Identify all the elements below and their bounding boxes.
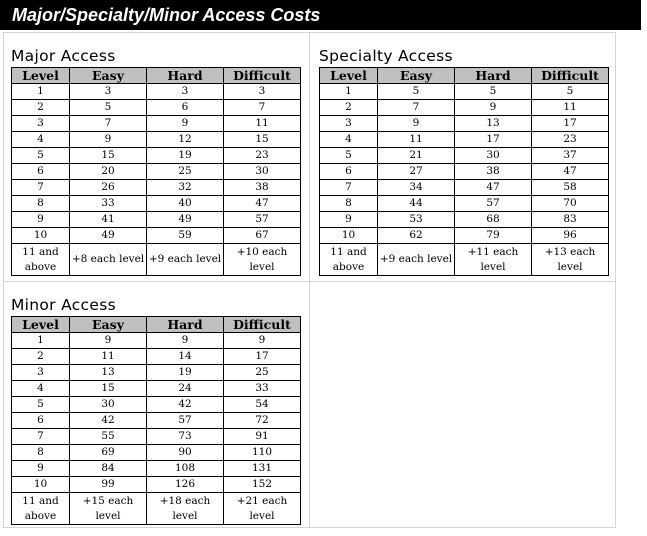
cell-hard: 19 bbox=[147, 365, 224, 381]
cell-hard: 25 bbox=[147, 164, 224, 180]
cell-easy: 30 bbox=[70, 397, 147, 413]
cell-difficult: 96 bbox=[532, 228, 609, 244]
cell-level: 7 bbox=[12, 180, 70, 196]
cell-level: 10 bbox=[12, 228, 70, 244]
cell-level: 5 bbox=[320, 148, 378, 164]
cell-difficult: 58 bbox=[532, 180, 609, 196]
header-row bbox=[320, 68, 609, 84]
cell-level: 11 and above bbox=[12, 244, 70, 276]
cell-level: 3 bbox=[320, 116, 378, 132]
cell-easy: 62 bbox=[378, 228, 455, 244]
cell-easy: 9 bbox=[378, 116, 455, 132]
page-title: Major/Specialty/Minor Access Costs bbox=[0, 0, 641, 30]
cell-hard: 42 bbox=[147, 397, 224, 413]
cell-difficult: 17 bbox=[532, 116, 609, 132]
cell-hard: +11 each level bbox=[455, 244, 532, 276]
cell-level: 3 bbox=[12, 116, 70, 132]
cell-hard: 32 bbox=[147, 180, 224, 196]
table-row bbox=[12, 100, 301, 116]
cell-level: 1 bbox=[320, 84, 378, 100]
table-row bbox=[320, 100, 609, 116]
table-row bbox=[12, 477, 301, 493]
major-access-section bbox=[11, 45, 301, 276]
cell-difficult: 47 bbox=[224, 196, 301, 212]
cell-difficult: 3 bbox=[224, 84, 301, 100]
cell-level: 6 bbox=[12, 164, 70, 180]
cell-easy: 99 bbox=[70, 477, 147, 493]
table-row bbox=[12, 116, 301, 132]
cell-level: 8 bbox=[12, 445, 70, 461]
cell-hard: 13 bbox=[455, 116, 532, 132]
column-header-level: Level bbox=[12, 317, 70, 333]
column-header-hard: Hard bbox=[455, 68, 532, 84]
cell-hard: 57 bbox=[147, 413, 224, 429]
cell-easy: 5 bbox=[70, 100, 147, 116]
section-heading: Minor Access bbox=[11, 296, 116, 314]
cell-level: 6 bbox=[320, 164, 378, 180]
cell-easy: 42 bbox=[70, 413, 147, 429]
major-access-table bbox=[11, 67, 301, 276]
cell-hard: 30 bbox=[455, 148, 532, 164]
cell-hard: 14 bbox=[147, 349, 224, 365]
cell-easy: +15 each level bbox=[70, 493, 147, 525]
cell-hard: 38 bbox=[455, 164, 532, 180]
cell-hard: 17 bbox=[455, 132, 532, 148]
column-header-difficult: Difficult bbox=[532, 68, 609, 84]
table-row bbox=[320, 148, 609, 164]
cell-difficult: 30 bbox=[224, 164, 301, 180]
cell-hard: 6 bbox=[147, 100, 224, 116]
cell-difficult: 11 bbox=[532, 100, 609, 116]
table-row bbox=[320, 84, 609, 100]
cell-level: 2 bbox=[12, 100, 70, 116]
cell-hard: 73 bbox=[147, 429, 224, 445]
cell-difficult: 83 bbox=[532, 212, 609, 228]
cell-hard: 79 bbox=[455, 228, 532, 244]
column-header-level: Level bbox=[12, 68, 70, 84]
table-row bbox=[12, 333, 301, 349]
column-divider bbox=[309, 32, 310, 528]
cell-level: 4 bbox=[320, 132, 378, 148]
table-row bbox=[12, 196, 301, 212]
cell-easy: 7 bbox=[378, 100, 455, 116]
table-row bbox=[12, 84, 301, 100]
cell-difficult: 37 bbox=[532, 148, 609, 164]
column-header-hard: Hard bbox=[147, 317, 224, 333]
cell-difficult: 17 bbox=[224, 349, 301, 365]
cell-difficult: 38 bbox=[224, 180, 301, 196]
table-row bbox=[12, 381, 301, 397]
cell-level: 9 bbox=[12, 212, 70, 228]
cell-difficult: 33 bbox=[224, 381, 301, 397]
cell-difficult: 25 bbox=[224, 365, 301, 381]
cell-easy: 11 bbox=[70, 349, 147, 365]
cell-easy: 15 bbox=[70, 148, 147, 164]
table-row bbox=[320, 212, 609, 228]
cell-difficult: 5 bbox=[532, 84, 609, 100]
cell-level: 9 bbox=[12, 461, 70, 477]
cell-difficult: 47 bbox=[532, 164, 609, 180]
cell-difficult: 9 bbox=[224, 333, 301, 349]
cell-hard: 12 bbox=[147, 132, 224, 148]
cell-hard: 90 bbox=[147, 445, 224, 461]
cell-hard: 9 bbox=[147, 333, 224, 349]
cell-level: 5 bbox=[12, 148, 70, 164]
cell-easy: 9 bbox=[70, 132, 147, 148]
cell-easy: 13 bbox=[70, 365, 147, 381]
cell-level: 8 bbox=[12, 196, 70, 212]
cell-easy: 3 bbox=[70, 84, 147, 100]
cell-level: 1 bbox=[12, 333, 70, 349]
table-row bbox=[12, 365, 301, 381]
column-header-easy: Easy bbox=[70, 68, 147, 84]
table-row-above-10 bbox=[12, 493, 301, 525]
cell-hard: +18 each level bbox=[147, 493, 224, 525]
table-row bbox=[12, 429, 301, 445]
cell-hard: 9 bbox=[455, 100, 532, 116]
cell-level: 2 bbox=[320, 100, 378, 116]
column-header-difficult: Difficult bbox=[224, 68, 301, 84]
cell-easy: 9 bbox=[70, 333, 147, 349]
cell-easy: 15 bbox=[70, 381, 147, 397]
cell-level: 9 bbox=[320, 212, 378, 228]
cell-level: 3 bbox=[12, 365, 70, 381]
table-row bbox=[12, 164, 301, 180]
cell-easy: 84 bbox=[70, 461, 147, 477]
cell-hard: 24 bbox=[147, 381, 224, 397]
table-row bbox=[12, 397, 301, 413]
column-header-easy: Easy bbox=[378, 68, 455, 84]
cell-level: 6 bbox=[12, 413, 70, 429]
cell-difficult: 11 bbox=[224, 116, 301, 132]
table-row-above-10 bbox=[12, 244, 301, 276]
cell-hard: 108 bbox=[147, 461, 224, 477]
cell-difficult: +10 each level bbox=[224, 244, 301, 276]
minor-access-section bbox=[11, 294, 301, 525]
column-header-difficult: Difficult bbox=[224, 317, 301, 333]
cell-hard: 19 bbox=[147, 148, 224, 164]
header-row bbox=[12, 317, 301, 333]
cell-level: 4 bbox=[12, 381, 70, 397]
cell-level: 2 bbox=[12, 349, 70, 365]
cell-level: 10 bbox=[320, 228, 378, 244]
cell-level: 11 and above bbox=[12, 493, 70, 525]
section-heading: Specialty Access bbox=[319, 47, 453, 65]
table-row bbox=[12, 212, 301, 228]
cell-easy: 11 bbox=[378, 132, 455, 148]
cell-easy: 55 bbox=[70, 429, 147, 445]
cell-difficult: 57 bbox=[224, 212, 301, 228]
cell-easy: 41 bbox=[70, 212, 147, 228]
cell-level: 4 bbox=[12, 132, 70, 148]
column-header-easy: Easy bbox=[70, 317, 147, 333]
table-row bbox=[12, 349, 301, 365]
table-row bbox=[12, 445, 301, 461]
specialty-access-table bbox=[319, 67, 609, 276]
cell-easy: 5 bbox=[378, 84, 455, 100]
cell-level: 10 bbox=[12, 477, 70, 493]
cell-easy: 26 bbox=[70, 180, 147, 196]
cell-level: 5 bbox=[12, 397, 70, 413]
cell-difficult: 23 bbox=[224, 148, 301, 164]
cell-difficult: 110 bbox=[224, 445, 301, 461]
cell-difficult: 91 bbox=[224, 429, 301, 445]
cell-difficult: 70 bbox=[532, 196, 609, 212]
cell-difficult: 54 bbox=[224, 397, 301, 413]
cell-easy: +8 each level bbox=[70, 244, 147, 276]
table-row bbox=[320, 132, 609, 148]
table-row bbox=[320, 228, 609, 244]
cell-level: 1 bbox=[12, 84, 70, 100]
cell-easy: 21 bbox=[378, 148, 455, 164]
cell-level: 7 bbox=[12, 429, 70, 445]
table-row bbox=[320, 196, 609, 212]
column-header-level: Level bbox=[320, 68, 378, 84]
cell-level: 7 bbox=[320, 180, 378, 196]
section-heading: Major Access bbox=[11, 47, 116, 65]
table-row bbox=[320, 116, 609, 132]
cell-easy: 27 bbox=[378, 164, 455, 180]
header-row bbox=[12, 68, 301, 84]
cell-difficult: 23 bbox=[532, 132, 609, 148]
cell-difficult: +13 each level bbox=[532, 244, 609, 276]
cell-hard: 40 bbox=[147, 196, 224, 212]
cell-difficult: 131 bbox=[224, 461, 301, 477]
cell-difficult: 15 bbox=[224, 132, 301, 148]
table-row bbox=[320, 180, 609, 196]
cell-easy: 7 bbox=[70, 116, 147, 132]
cell-difficult: 152 bbox=[224, 477, 301, 493]
cell-hard: 3 bbox=[147, 84, 224, 100]
cell-easy: 20 bbox=[70, 164, 147, 180]
cell-easy: 49 bbox=[70, 228, 147, 244]
column-header-hard: Hard bbox=[147, 68, 224, 84]
table-row bbox=[12, 228, 301, 244]
table-row bbox=[12, 413, 301, 429]
table-row bbox=[320, 164, 609, 180]
cell-easy: 33 bbox=[70, 196, 147, 212]
cell-easy: 44 bbox=[378, 196, 455, 212]
cell-easy: 34 bbox=[378, 180, 455, 196]
cell-level: 11 and above bbox=[320, 244, 378, 276]
cell-easy: 53 bbox=[378, 212, 455, 228]
table-row bbox=[12, 461, 301, 477]
minor-access-table bbox=[11, 316, 301, 525]
cell-hard: 59 bbox=[147, 228, 224, 244]
cell-hard: 9 bbox=[147, 116, 224, 132]
cell-hard: 49 bbox=[147, 212, 224, 228]
cell-difficult: +21 each level bbox=[224, 493, 301, 525]
cell-difficult: 72 bbox=[224, 413, 301, 429]
table-row bbox=[12, 132, 301, 148]
row-divider bbox=[3, 281, 616, 282]
cell-difficult: 7 bbox=[224, 100, 301, 116]
table-row bbox=[12, 180, 301, 196]
cell-hard: +9 each level bbox=[147, 244, 224, 276]
cell-easy: +9 each level bbox=[378, 244, 455, 276]
cell-level: 8 bbox=[320, 196, 378, 212]
cell-hard: 47 bbox=[455, 180, 532, 196]
specialty-access-section bbox=[319, 45, 609, 276]
table-row bbox=[12, 148, 301, 164]
table-row-above-10 bbox=[320, 244, 609, 276]
cell-hard: 68 bbox=[455, 212, 532, 228]
cell-hard: 5 bbox=[455, 84, 532, 100]
cell-hard: 126 bbox=[147, 477, 224, 493]
cell-hard: 57 bbox=[455, 196, 532, 212]
cell-easy: 69 bbox=[70, 445, 147, 461]
cell-difficult: 67 bbox=[224, 228, 301, 244]
